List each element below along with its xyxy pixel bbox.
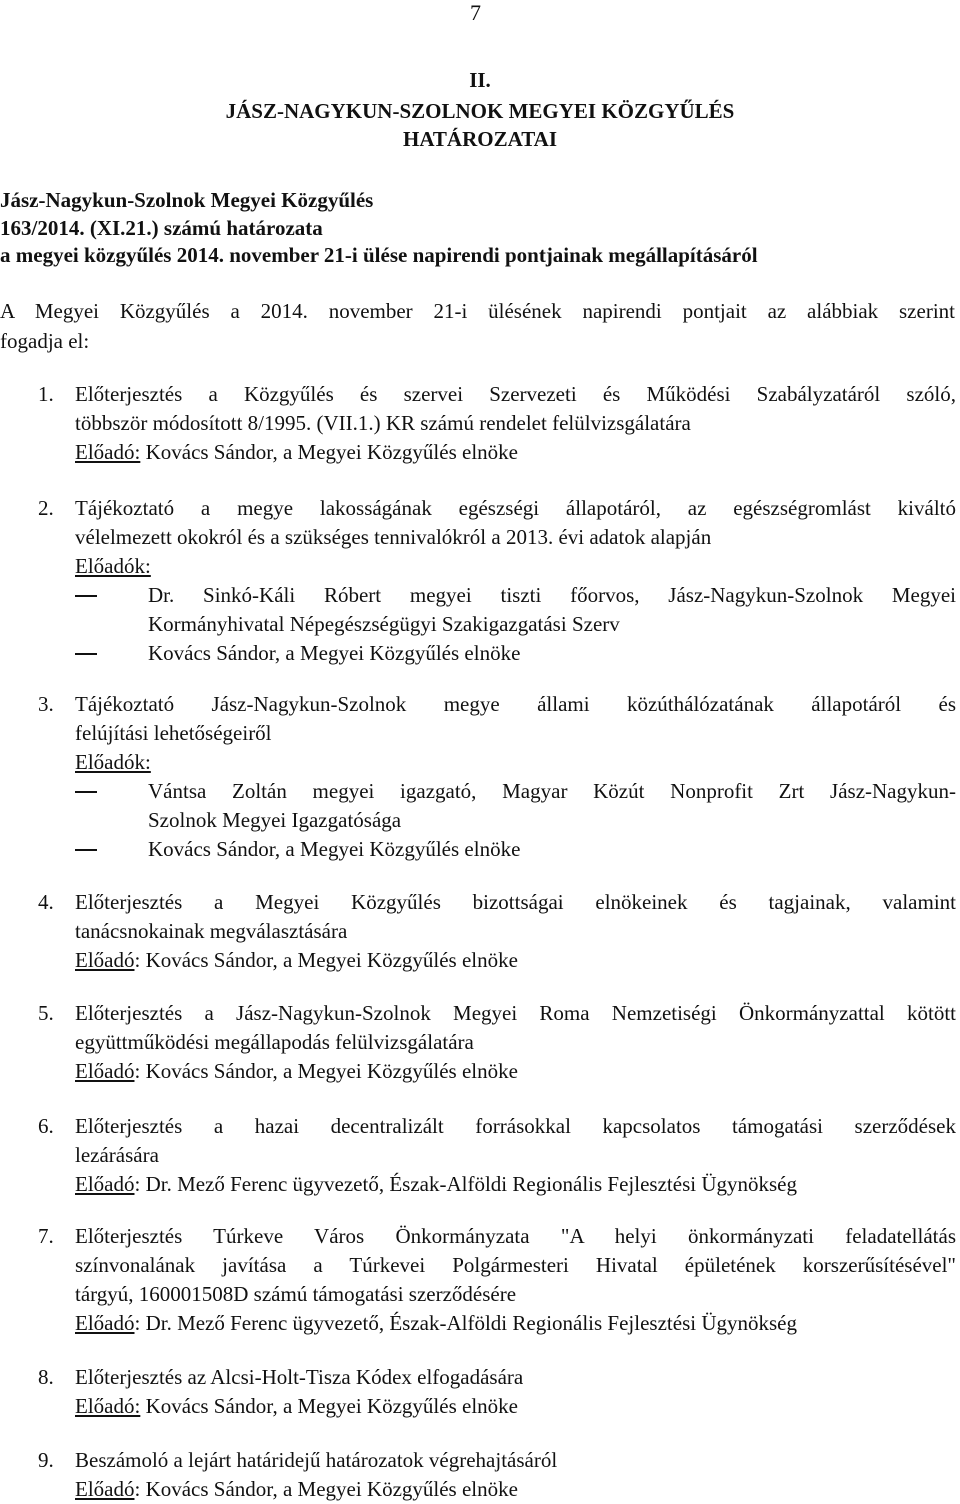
- agenda-item-body: [75, 999, 956, 1086]
- presenter-label: Előadó: [75, 948, 135, 972]
- agenda-item-body: [75, 888, 956, 975]
- agenda-item-line: tárgyú, 160001508D számú támogatási szerződésére: [75, 1282, 517, 1306]
- agenda-item-line: Előterjesztés a Megyei Közgyűlés bizottságai elnökeinek és tagjainak, valamint: [75, 890, 956, 914]
- presenter-line: [75, 1309, 956, 1338]
- agenda-item-line: Előterjesztés az Alcsi-Holt-Tisza Kódex elfogadására: [75, 1365, 524, 1389]
- presenters-label: Előadók:: [75, 750, 151, 774]
- agenda-item-line: felújítási lehetőségeiről: [75, 721, 272, 745]
- agenda-item-body: [75, 1446, 956, 1504]
- section-title-line2: HATÁROZATAI: [402, 127, 557, 151]
- presenter-entry: [75, 639, 956, 668]
- dash-bullet: [75, 849, 97, 851]
- resolution-subject: a megyei közgyűlés 2014. november 21-i ülése napirendi pontjainak megállapításáról: [0, 243, 758, 267]
- agenda-item-number: 9.: [38, 1448, 54, 1472]
- agenda-item-number: 4.: [38, 890, 54, 914]
- agenda-item-number: 8.: [38, 1365, 54, 1389]
- agenda-item-body: [75, 1363, 956, 1421]
- agenda-item-line: Előterjesztés a Jász-Nagykun-Szolnok Megyei Roma Nemzetiségi Önkormányzattal kötött: [75, 1001, 956, 1025]
- intro-line-1: A Megyei Közgyűlés a 2014. november 21-i ülésének napirendi pontjait az alábbiak szerint: [0, 299, 955, 323]
- agenda-item-line: Tájékoztató a megye lakosságának egészségi állapotáról, az egészségromlást kiváltó: [75, 496, 956, 520]
- agenda-item-line: Előterjesztés a hazai decentralizált forrásokkal kapcsolatos támogatási szerződések: [75, 1114, 956, 1138]
- presenter-label: Előadó: [75, 1172, 135, 1196]
- agenda-item-body: [75, 1222, 956, 1338]
- agenda-item-line: Beszámoló a lejárt határidejű határozatok végrehajtásáról: [75, 1448, 558, 1472]
- presenter-line: Szolnok Megyei Igazgatósága: [148, 808, 402, 832]
- presenter-entry: [75, 835, 956, 864]
- agenda-item-line: lezárására: [75, 1143, 159, 1167]
- resolution-number: 163/2014. (XI.21.) számú határozata: [0, 216, 323, 240]
- agenda-item-number: 1.: [38, 382, 54, 406]
- agenda-item-line: tanácsnokainak megválasztására: [75, 919, 348, 943]
- presenter-line: [75, 1057, 956, 1086]
- presenter-label: Előadó:: [75, 440, 141, 464]
- presenter-label: Előadó: [75, 1059, 135, 1083]
- presenter-line: [75, 1170, 956, 1199]
- intro-line-2: fogadja el:: [0, 329, 90, 353]
- agenda-item-body: [75, 1112, 956, 1199]
- agenda-item-line: Tájékoztató Jász-Nagykun-Szolnok megye állami közúthálózatának állapotáról és: [75, 692, 956, 716]
- agenda-item-body: [75, 690, 956, 864]
- dash-bullet: [75, 595, 97, 597]
- agenda-item-line: Előterjesztés Túrkeve Város Önkormányzata "A helyi önkormányzati feladatellátás: [75, 1224, 956, 1248]
- presenter-line: [75, 438, 956, 467]
- presenter-entry: [75, 581, 956, 639]
- agenda-item-body: [75, 494, 956, 668]
- section-title-line1: JÁSZ-NAGYKUN-SZOLNOK MEGYEI KÖZGYŰLÉS: [225, 99, 735, 123]
- presenter-name: Kovács Sándor, a Megyei Közgyűlés elnöke: [145, 440, 518, 464]
- presenter-line: [75, 1475, 956, 1504]
- agenda-item-number: 7.: [38, 1224, 54, 1248]
- agenda-item-number: 6.: [38, 1114, 54, 1138]
- resolution-issuer: Jász-Nagykun-Szolnok Megyei Közgyűlés: [0, 188, 374, 212]
- presenter-line: Kormányhivatal Népegészségügyi Szakigazgatási Szerv: [148, 612, 620, 636]
- presenter-label: Előadó:: [75, 1394, 141, 1418]
- presenter-line: [75, 946, 956, 975]
- presenters-label: Előadók:: [75, 554, 151, 578]
- agenda-item-line: többször módosított 8/1995. (VII.1.) KR számú rendelet felülvizsgálatára: [75, 411, 691, 435]
- presenter-name: : Dr. Mező Ferenc ügyvezető, Észak-Alföldi Regionális Fejlesztési Ügynökség: [134, 1172, 797, 1196]
- presenter-name: : Kovács Sándor, a Megyei Közgyűlés elnöke: [134, 948, 518, 972]
- presenter-name: : Kovács Sándor, a Megyei Közgyűlés elnöke: [134, 1477, 518, 1501]
- agenda-item-number: 3.: [38, 692, 54, 716]
- presenter-line: Dr. Sinkó-Káli Róbert megyei tiszti főorvos, Jász-Nagykun-Szolnok Megyei: [148, 583, 956, 607]
- agenda-item-number: 2.: [38, 496, 54, 520]
- presenter-name: : Dr. Mező Ferenc ügyvezető, Észak-Alföldi Regionális Fejlesztési Ügynökség: [134, 1311, 797, 1335]
- presenter-entry: [75, 777, 956, 835]
- page-number: 7: [470, 0, 481, 25]
- dash-bullet: [75, 653, 97, 655]
- presenter-line: Vántsa Zoltán megyei igazgató, Magyar Közút Nonprofit Zrt Jász-Nagykun-: [148, 779, 956, 803]
- presenter-line: Kovács Sándor, a Megyei Közgyűlés elnöke: [148, 641, 521, 665]
- agenda-item-line: együttműködési megállapodás felülvizsgálatára: [75, 1030, 474, 1054]
- presenter-name: : Kovács Sándor, a Megyei Közgyűlés elnöke: [134, 1059, 518, 1083]
- agenda-item-number: 5.: [38, 1001, 54, 1025]
- presenter-label: Előadó: [75, 1311, 135, 1335]
- agenda-item-body: [75, 380, 956, 467]
- dash-bullet: [75, 791, 97, 793]
- presenter-name: Kovács Sándor, a Megyei Közgyűlés elnöke: [140, 1394, 518, 1418]
- presenter-line: Kovács Sándor, a Megyei Közgyűlés elnöke: [148, 837, 521, 861]
- section-roman-numeral: II.: [469, 68, 491, 92]
- agenda-item-line: színvonalának javítása a Túrkevei Polgármesteri Hivatal épületének korszerűsítésével": [75, 1253, 956, 1277]
- intro-paragraph: [0, 296, 955, 356]
- agenda-item-line: vélelmezett okokról és a szükséges tennivalókról a 2013. évi adatok alapján: [75, 525, 712, 549]
- agenda-item-line: Előterjesztés a Közgyűlés és szervei Szervezeti és Működési Szabályzatáról szóló,: [75, 382, 956, 406]
- presenter-line: [75, 1392, 956, 1421]
- presenter-label: Előadó: [75, 1477, 135, 1501]
